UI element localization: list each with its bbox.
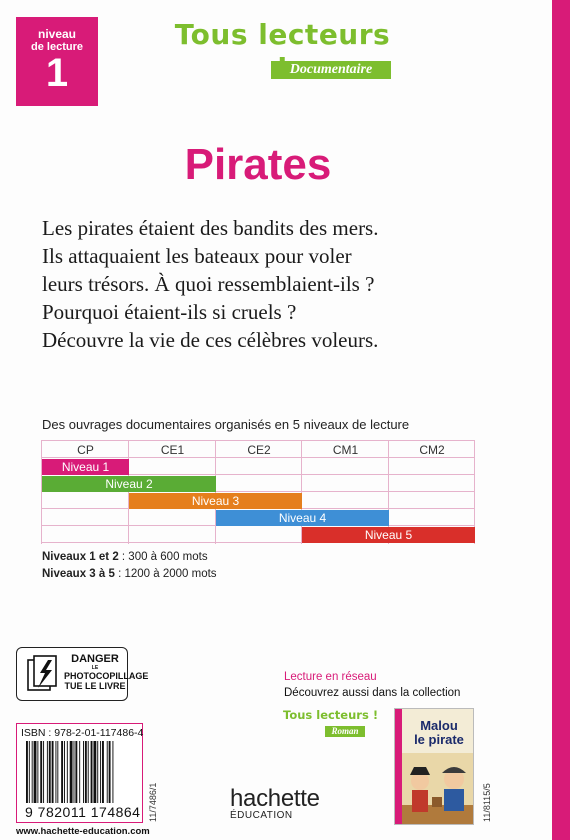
publisher-sub: ÉDUCATION (230, 810, 293, 821)
photocopy-warning (16, 647, 149, 701)
barcode-bar (93, 741, 96, 803)
mini-brand-tag: Roman (325, 726, 365, 737)
barcode-bar (40, 741, 42, 803)
blurb-line: leurs trésors. À quoi ressemblaient-ils ? (42, 272, 375, 296)
barcode-bar (75, 741, 77, 803)
level-badge-number: 1 (45, 51, 69, 95)
book-cover-band (395, 709, 402, 825)
blurb (42, 214, 512, 354)
barcode-bar (83, 741, 84, 803)
column-header-ce2: CE2 (247, 443, 271, 457)
column-header-ce1: CE1 (160, 443, 185, 457)
mini-brand-title: Tous lecteurs ! (283, 708, 379, 722)
level-bar-1: Niveau 1 (42, 459, 129, 475)
word-count-label: Niveaux 3 à 5 (42, 568, 115, 580)
product-code-left: 11/7486/1 (148, 782, 158, 822)
warning-line: LE (91, 665, 99, 671)
barcode-bar (67, 741, 68, 803)
isbn-text: ISBN : 978-2-01-117486-4 (21, 727, 144, 739)
barcode-bar (55, 741, 56, 803)
barcode-bar (85, 741, 87, 803)
related-book-title-line: Malou (420, 718, 458, 733)
barcode-bar (112, 741, 113, 803)
barcode-bar (79, 741, 80, 803)
word-count-label: Niveaux 1 et 2 (42, 551, 119, 563)
word-count-value: : 300 à 600 mots (118, 551, 208, 563)
barcode-bar (57, 741, 58, 803)
barcode-bar (102, 741, 104, 803)
related-book-title (403, 719, 474, 747)
publisher-logo (230, 785, 320, 821)
warning-line: PHOTOCOPILLAGE (64, 671, 149, 681)
barcode-bar (61, 741, 63, 803)
brand-subtitle: Documentaire (271, 61, 391, 79)
barcode-bar (70, 741, 73, 803)
barcode-bar (34, 741, 37, 803)
barcode-bar (47, 741, 48, 803)
publisher-website: www.hachette-education.com (16, 826, 150, 837)
level-bar-5: Niveau 5 (302, 527, 475, 543)
barcode-bar (100, 741, 101, 803)
barcode-bar (29, 741, 30, 803)
blurb-line: Découvre la vie de ces célèbres voleurs. (42, 328, 379, 352)
level-bar-4: Niveau 4 (216, 510, 389, 526)
level-bar-2: Niveau 2 (42, 476, 216, 492)
word-count-row (42, 566, 217, 583)
word-counts (42, 549, 217, 583)
word-count-value: : 1200 à 2000 mots (114, 568, 217, 580)
level-badge-line1: niveau (37, 27, 76, 41)
cover-spine-band (552, 0, 570, 840)
related-book-title-line: le pirate (414, 732, 464, 747)
isbn-block (16, 723, 143, 823)
book-title: Pirates (184, 140, 332, 189)
level-bar-3: Niveau 3 (129, 493, 302, 509)
blurb-line: Ils attaquaient les bateaux pour voler (42, 244, 352, 268)
levels-table (41, 440, 475, 544)
column-header-cm2: CM2 (419, 443, 445, 457)
barcode-digits: 9 782011 174864 (25, 804, 141, 820)
barcode-bar (74, 741, 75, 803)
barcode-bar (49, 741, 51, 803)
brand-title: Tous lecteurs (174, 18, 391, 51)
barcode (25, 741, 139, 803)
related-book-cover (394, 708, 474, 825)
column-header-cm1: CM1 (332, 443, 359, 457)
barcode-bar (107, 741, 108, 803)
pirate-illustration (402, 753, 474, 825)
product-code-right: 11/8115/5 (482, 783, 492, 822)
levels-table-caption: Des ouvrages documentaires organisés en 5 niveaux de lecture (42, 417, 410, 432)
reading-level-badge (16, 17, 98, 106)
discover-text: Découvrez aussi dans la collection (284, 687, 461, 699)
barcode-bar (109, 741, 111, 803)
warning-line: TUE LE LIVRE (64, 681, 126, 691)
column-header-cp: CP (77, 443, 94, 457)
barcode-bar (88, 741, 89, 803)
barcode-bar (43, 741, 44, 803)
barcode-bar (64, 741, 65, 803)
reading-network-heading: Lecture en réseau (284, 671, 377, 683)
barcode-bar (91, 741, 93, 803)
blurb-line: Les pirates étaient des bandits des mers. (42, 216, 379, 240)
warning-line: DANGER (71, 653, 119, 665)
blurb-line: Pourquoi étaient-ils si cruels ? (42, 300, 297, 324)
word-count-row (42, 549, 217, 566)
publisher-name: hachette (230, 785, 320, 812)
book-lightning-icon (26, 654, 60, 694)
barcode-bar (32, 741, 33, 803)
warning-text (64, 653, 149, 691)
level-badge-line2: de lecture (31, 41, 83, 53)
barcode-bar (26, 741, 28, 803)
barcode-bar (97, 741, 98, 803)
barcode-bar (37, 741, 38, 803)
barcode-bar (52, 741, 54, 803)
